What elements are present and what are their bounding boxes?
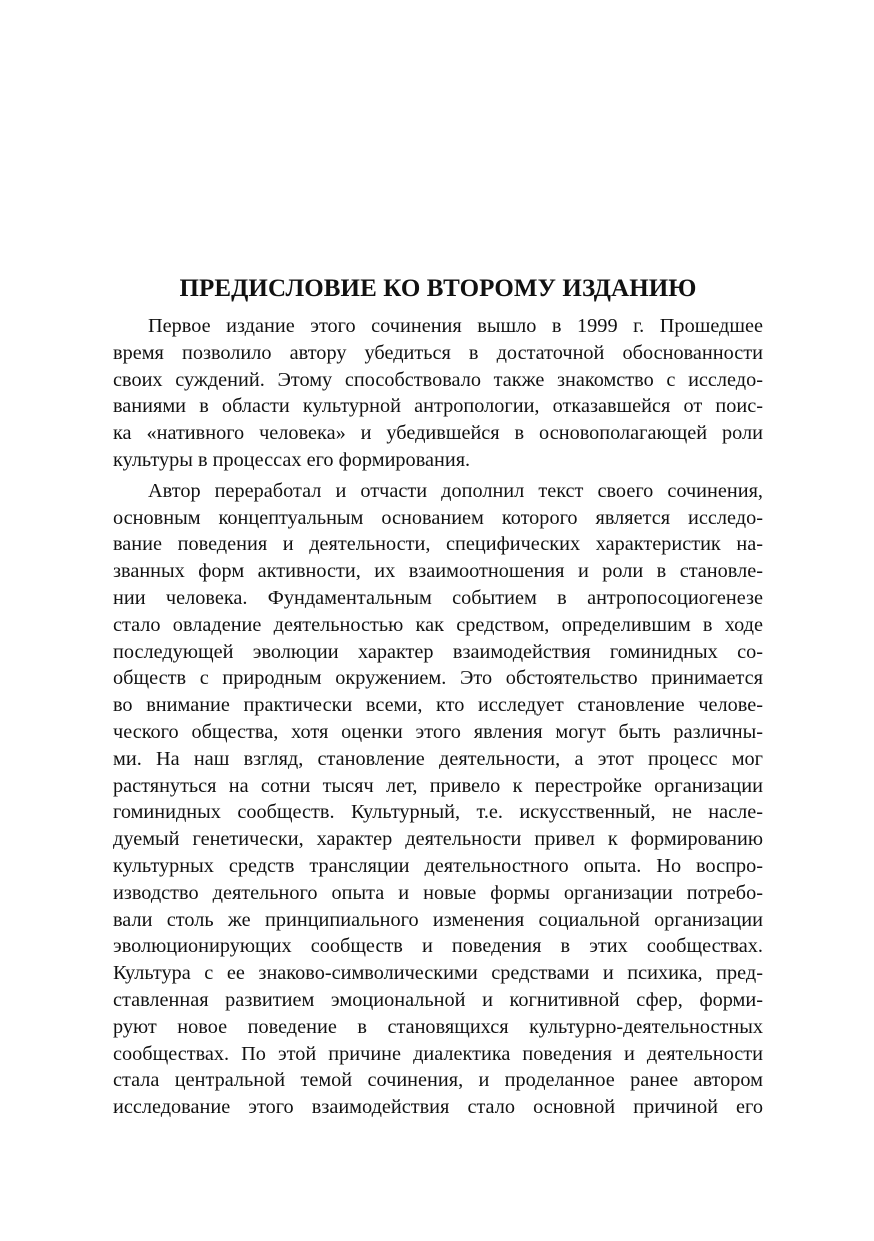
- paragraph-1: [113, 313, 763, 474]
- page-title: ПРЕДИСЛОВИЕ КО ВТОРОМУ ИЗДАНИЮ: [179, 275, 697, 302]
- text-line: основным концептуальным основанием которого является исследо-: [113, 506, 763, 529]
- text-line: гоминидных сообществ. Культурный, т.е. искусственный, не насле-: [113, 801, 763, 824]
- text-line: ми. На наш взгляд, становление деятельности, а этот процесс мог: [113, 747, 763, 770]
- text-line: дуемый генетически, характер деятельности привел к формированию: [113, 828, 763, 851]
- text-line: нии человека. Фундаментальным событием в антропосоциогенезе: [113, 586, 763, 609]
- text-line: вание поведения и деятельности, специфических характеристик на-: [113, 533, 763, 556]
- text-line: сообществах. По этой причине диалектика поведения и деятельности: [113, 1042, 763, 1065]
- text-line: время позволило автору убедиться в достаточной обоснованности: [113, 341, 763, 364]
- text-line: эволюционирующих сообществ и поведения в этих сообществах.: [113, 935, 763, 958]
- paragraph-2: [113, 478, 763, 1121]
- text-line: культуры в процессах его формирования.: [113, 448, 471, 471]
- text-line: Первое издание этого сочинения вышло в 1999 г. Прошедшее: [148, 315, 763, 337]
- text-line: обществ с природным окружением. Это обстоятельство принимается: [113, 667, 763, 690]
- text-line: исследование этого взаимодействия стало основной причиной его: [113, 1096, 763, 1119]
- text-line: званных форм активности, их взаимоотношения и роли в становле-: [113, 560, 763, 583]
- text-line: вали столь же принципиального изменения социальной организации: [113, 908, 763, 931]
- text-line: изводство деятельного опыта и новые формы организации потребо-: [113, 881, 763, 904]
- text-line: ческого общества, хотя оценки этого явления могут быть различны-: [113, 720, 763, 743]
- text-line: ка «нативного человека» и убедившейся в основополагающей роли: [113, 422, 763, 445]
- text-line: ставленная развитием эмоциональной и когнитивной сфер, форми-: [113, 988, 763, 1011]
- text-line: ваниями в области культурной антропологии, отказавшейся от поис-: [113, 395, 763, 418]
- text-line: своих суждений. Этому способствовало также знакомство с исследо-: [113, 368, 763, 391]
- text-line: Культура с ее знаково-символическими средствами и психика, пред-: [113, 962, 763, 985]
- text-line: руют новое поведение в становящихся культурно-деятельностных: [113, 1015, 763, 1038]
- text-line: стало овладение деятельностью как средством, определившим в ходе: [113, 613, 763, 636]
- text-line: Автор переработал и отчасти дополнил текст своего сочинения,: [148, 479, 763, 502]
- document-page: [113, 271, 763, 1121]
- text-line: растянуться на сотни тысяч лет, привело к перестройке организации: [113, 774, 763, 797]
- text-line: культурных средств трансляции деятельностного опыта. Но воспро-: [113, 854, 763, 877]
- text-line: последующей эволюции характер взаимодействия гоминидных со-: [113, 640, 763, 663]
- text-line: стала центральной темой сочинения, и проделанное ранее автором: [113, 1069, 763, 1092]
- text-line: во внимание практически всеми, кто исследует становление челове-: [113, 694, 763, 717]
